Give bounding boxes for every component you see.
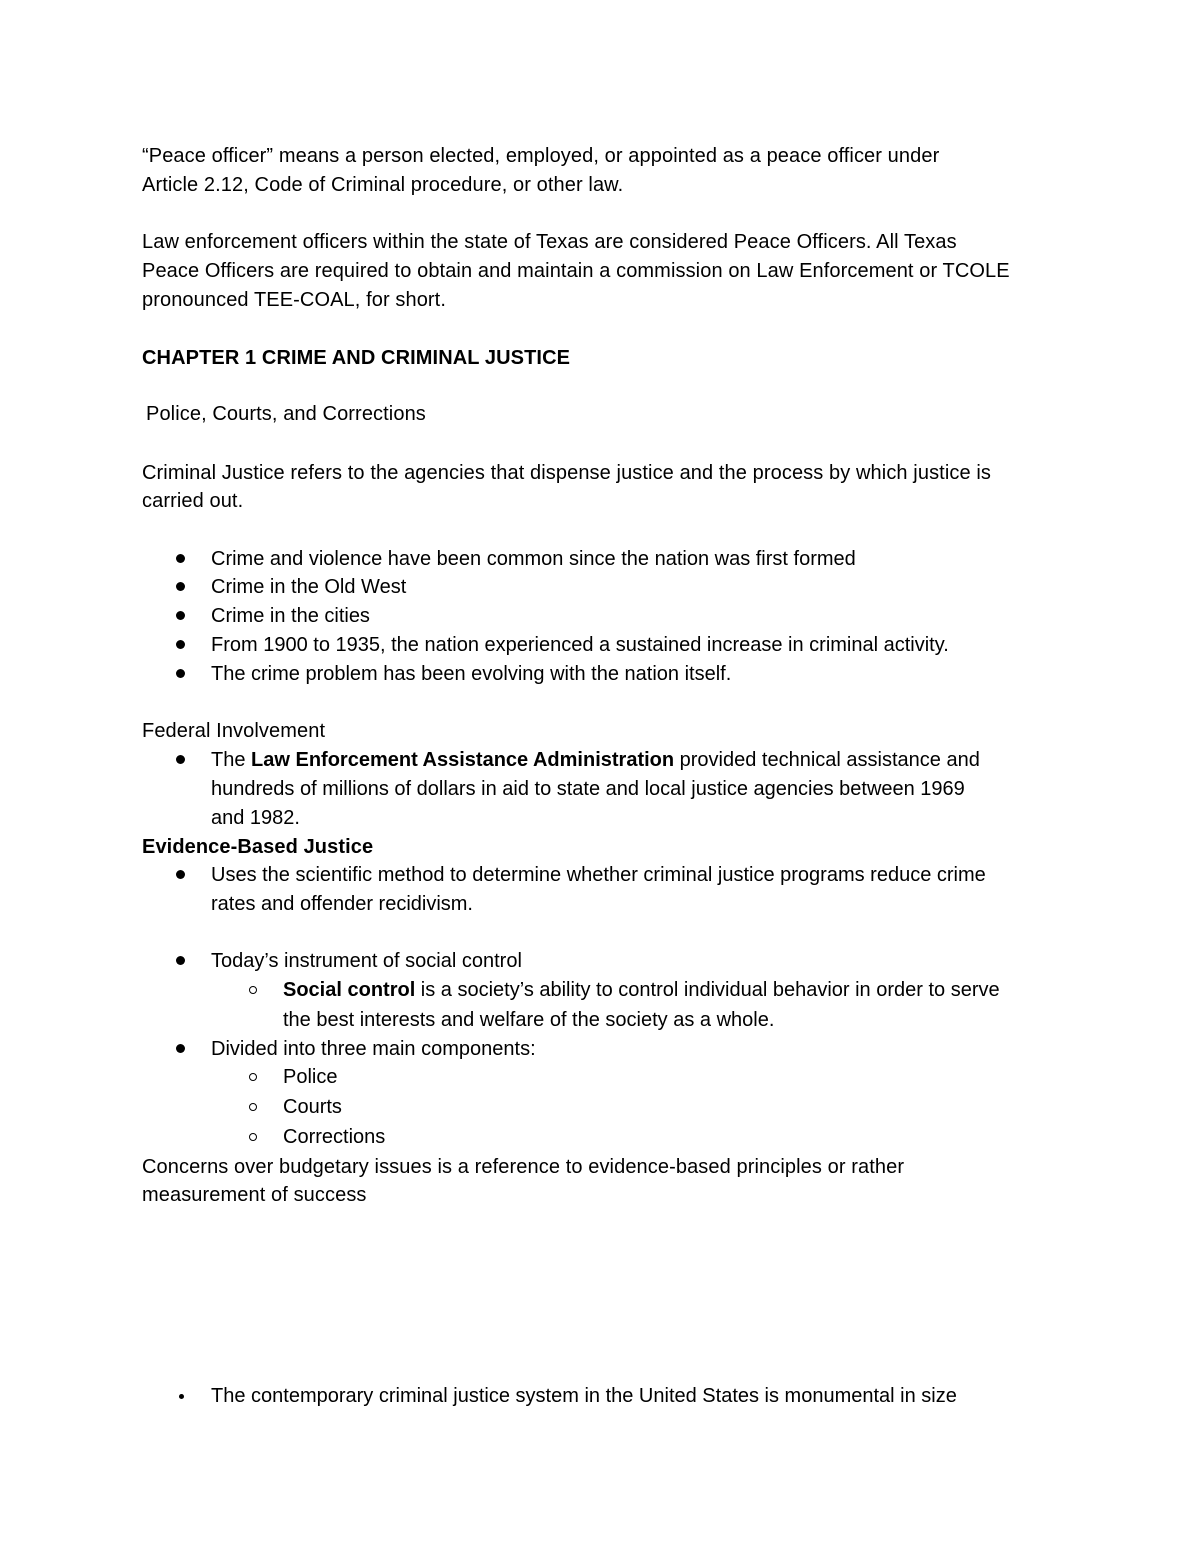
evidence-bullet-1-line-1: Uses the scientific method to determine whether criminal justice programs reduce crime [211, 864, 986, 886]
bullet-icon [176, 582, 185, 591]
bullet-icon [179, 1394, 184, 1399]
bullet-icon [176, 755, 185, 764]
bullet-icon [176, 956, 185, 965]
federal-bullet-line-1 [211, 746, 980, 774]
social-control-term: Social control [283, 979, 416, 1001]
hollow-bullet-icon [249, 986, 257, 994]
bullet-icon [176, 554, 185, 563]
cj-definition-line-1: Criminal Justice refers to the agencies that dispense justice and the process by which justice is [142, 462, 991, 484]
federal-bullet-prefix: The [211, 749, 252, 771]
federal-agency-name: Law Enforcement Assistance Administration [251, 749, 675, 771]
hollow-bullet-icon [249, 1103, 257, 1111]
federal-bullet-line-2: hundreds of millions of dollars in aid to state and local justice agencies between 1969 [211, 778, 965, 800]
component-item: Corrections [283, 1126, 386, 1148]
list-item: Crime in the Old West [211, 576, 407, 598]
bullet-icon [176, 669, 185, 678]
evidence-bullet-2: Today’s instrument of social control [211, 950, 522, 972]
bullet-icon [176, 611, 185, 620]
texas-paragraph-line-2: Peace Officers are required to obtain and maintain a commission on Law Enforcement or TCOLE [142, 260, 1010, 282]
evidence-heading: Evidence-Based Justice [142, 836, 374, 858]
hollow-bullet-icon [249, 1133, 257, 1141]
chapter-subtitle: Police, Courts, and Corrections [146, 403, 426, 425]
bullet-icon [176, 1044, 185, 1053]
definition-line-1: “Peace officer” means a person elected, employed, or appointed as a peace officer under [142, 145, 940, 167]
cj-definition-line-2: carried out. [142, 490, 244, 512]
social-control-definition: is a society’s ability to control individual behavior in order to serve [415, 979, 1000, 1001]
list-item: The crime problem has been evolving with the nation itself. [211, 663, 732, 685]
concerns-line-2: measurement of success [142, 1184, 367, 1206]
federal-bullet-line-3: and 1982. [211, 807, 300, 829]
bullet-icon [176, 870, 185, 879]
component-item: Police [283, 1066, 338, 1088]
bullet-icon [176, 640, 185, 649]
texas-paragraph-line-1: Law enforcement officers within the state of Texas are considered Peace Officers. All Texas [142, 231, 957, 253]
list-item: Crime and violence have been common since the nation was first formed [211, 548, 856, 570]
final-bullet: The contemporary criminal justice system in the United States is monumental in size [211, 1385, 957, 1407]
list-item: From 1900 to 1935, the nation experienced a sustained increase in criminal activity. [211, 634, 949, 656]
evidence-bullet-1-line-2: rates and offender recidivism. [211, 893, 473, 915]
evidence-bullet-3: Divided into three main components: [211, 1038, 536, 1060]
federal-bullet-rest: provided technical assistance and [674, 749, 980, 771]
definition-line-2: Article 2.12, Code of Criminal procedure, or other law. [142, 174, 624, 196]
chapter-title: CHAPTER 1 CRIME AND CRIMINAL JUSTICE [142, 347, 571, 369]
concerns-line-1: Concerns over budgetary issues is a reference to evidence-based principles or rather [142, 1156, 905, 1178]
hollow-bullet-icon [249, 1073, 257, 1081]
federal-heading: Federal Involvement [142, 720, 326, 742]
texas-paragraph-line-3: pronounced TEE-COAL, for short. [142, 289, 446, 311]
component-item: Courts [283, 1096, 342, 1118]
list-item: Crime in the cities [211, 605, 370, 627]
social-control-line-1 [283, 976, 1000, 1004]
social-control-line-2: the best interests and welfare of the society as a whole. [283, 1009, 775, 1031]
